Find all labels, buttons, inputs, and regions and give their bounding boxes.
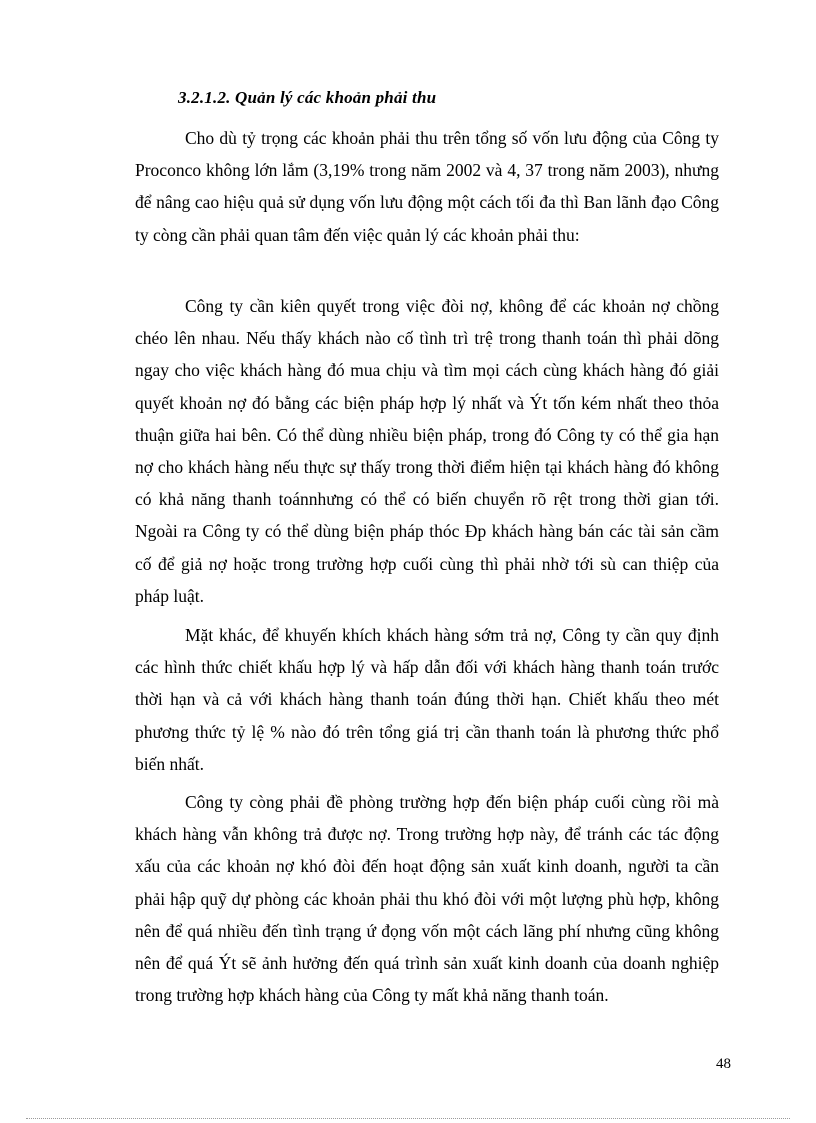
page-number: 48 <box>716 1056 731 1072</box>
paragraph-receivables-overview: Cho dù tỷ trọng các khoản phải thu trên tổng số vốn lưu động của Công ty Proconco không lớn lắm (3,19% trong năm 2002 và 4, 37 trong năm 2003), nhưng để nâng cao hiệu quả sử dụng vốn lưu động một cách tối đa thì Ban lãnh đạo Công ty còng cần phải quan tâm đến việc quản lý các khoản phải thu: <box>135 128 719 245</box>
paragraph-debt-collection: Công ty cần kiên quyết trong việc đòi nợ, không để các khoản nợ chồng chéo lên nhau. Nếu thấy khách nào cố tình trì trệ trong thanh toán thì phải dõng ngay cho việc khách hàng đó mua chịu và tìm mọi cách cùng khách hàng đó giải quyết khoản nợ đó bằng các biện pháp hợp lý nhất và Ýt tốn kém nhất theo thỏa thuận giữa hai bên. Có thể dùng nhiều biện pháp, trong đó Công ty có thể gia hạn nợ cho khách hàng nếu thực sự thấy trong thời điểm hiện tại khách hàng đó không có khả năng thanh toánnhưng có thể có biến chuyển rõ rệt trong thời gian tới. Ngoài ra Công ty có thể dùng biện pháp thóc Đp khách hàng bán các tài sản cầm cố để giả nợ hoặc trong trường hợp cuối cùng thì phải nhờ tới sù can thiệp của pháp luật. <box>135 296 719 606</box>
section-heading: 3.2.1.2. Quản lý các khoản phải thu <box>178 88 437 107</box>
footer-divider <box>26 1118 790 1119</box>
paragraph-payment-discount: Mặt khác, để khuyến khích khách hàng sớm trả nợ, Công ty cần quy định các hình thức chiết khấu hợp lý và hấp dẫn đối với khách hàng thanh toán trước thời hạn và cả với khách hàng thanh toán đúng thời hạn. Chiết khấu theo mét phương thức tỷ lệ % nào đó trên tổng giá trị cần thanh toán là phương thức phổ biến nhất. <box>135 625 719 774</box>
paragraph-bad-debt-provision: Công ty còng phải đề phòng trường hợp đến biện pháp cuối cùng rồi mà khách hàng vẫn không trả được nợ. Trong trường hợp này, để tránh các tác động xấu của các khoản nợ khó đòi đến hoạt động sản xuất kinh doanh, người ta cần phải hập quỹ dự phòng các khoản phải thu khó đòi với một lượng phù hợp, không nên để quá nhiều đến tình trạng ứ đọng vốn một cách lãng phí nhưng cũng không nên để quá Ýt sẽ ảnh hưởng đến quá trình sản xuất kinh doanh của doanh nghiệp trong trường hợp khách hàng của Công ty mất khả năng thanh toán. <box>135 792 719 1006</box>
